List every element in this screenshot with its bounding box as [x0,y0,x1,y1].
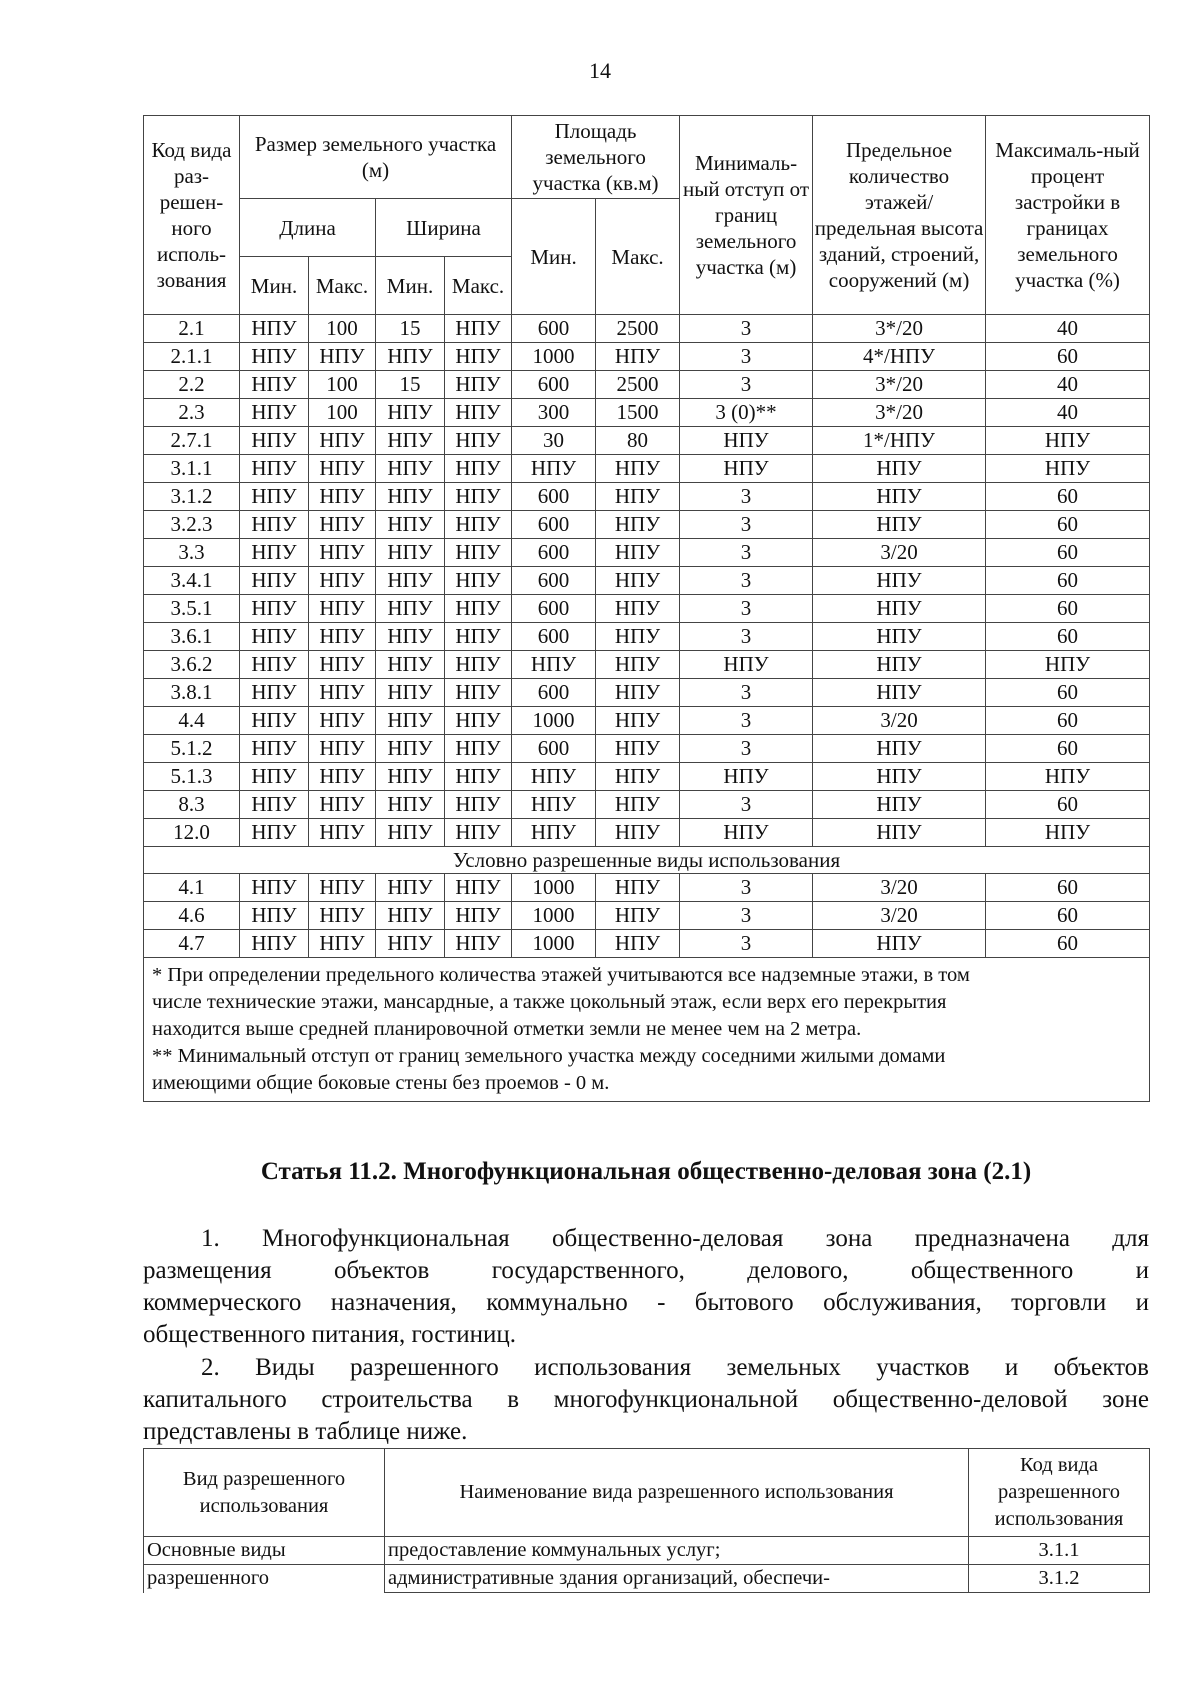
value-cell: НПУ [240,623,309,651]
value-cell: НПУ [680,819,813,847]
value-cell: НПУ [376,819,445,847]
value-cell: 60 [986,707,1150,735]
value-cell: 600 [512,315,596,343]
value-cell: НПУ [813,595,986,623]
use-code-cell: 3.4.1 [144,567,240,595]
header-min-setback: Минималь-ный отступ от границ земельного участка (м) [680,116,813,315]
use-code-cell: 4.6 [144,902,240,930]
table-row [144,455,1150,483]
value-cell: НПУ [376,399,445,427]
value-cell: 60 [986,539,1150,567]
value-cell: НПУ [376,874,445,902]
value-cell: 100 [309,371,376,399]
value-cell: 3 [680,343,813,371]
value-cell: НПУ [376,930,445,958]
value-cell: НПУ [596,483,680,511]
value-cell: НПУ [512,791,596,819]
table-row [144,539,1150,567]
value-cell: НПУ [813,455,986,483]
table-row [144,735,1150,763]
table-row [144,651,1150,679]
value-cell: НПУ [240,651,309,679]
value-cell: НПУ [376,427,445,455]
table-row [144,874,1150,902]
header-area-min: Мин. [512,199,596,315]
table-row [144,511,1150,539]
value-cell: НПУ [240,707,309,735]
value-cell: НПУ [445,343,512,371]
value-cell: НПУ [596,819,680,847]
value-cell: НПУ [309,539,376,567]
value-cell: НПУ [512,455,596,483]
value-cell: НПУ [376,651,445,679]
value-cell: НПУ [376,539,445,567]
footnote-line: ** Минимальный отступ от границ земельного участка между соседними жилыми домами [152,1045,946,1067]
use-code-cell: 3.3 [144,539,240,567]
value-cell: НПУ [445,623,512,651]
table-row [144,595,1150,623]
header-area-max: Макс. [596,199,680,315]
table-row [144,315,1150,343]
value-cell: 15 [376,371,445,399]
value-cell: 3 (0)** [680,399,813,427]
value-cell: НПУ [376,567,445,595]
header-use-type: Вид разрешенного использования [144,1449,385,1537]
value-cell: 60 [986,902,1150,930]
value-cell: НПУ [445,735,512,763]
header-length-max: Макс. [309,257,376,315]
footnote-line: находится выше средней планировочной отметки земли не менее чем на 2 метра. [152,1018,862,1040]
value-cell: НПУ [680,455,813,483]
value-cell: 600 [512,567,596,595]
value-cell: НПУ [445,651,512,679]
value-cell: НПУ [240,511,309,539]
value-cell: НПУ [309,819,376,847]
table-row [144,399,1150,427]
table-row [144,371,1150,399]
value-cell: 600 [512,483,596,511]
value-cell: НПУ [986,427,1150,455]
value-cell: НПУ [512,819,596,847]
value-cell: НПУ [596,930,680,958]
value-cell: НПУ [445,902,512,930]
value-cell: 600 [512,623,596,651]
value-cell: НПУ [445,595,512,623]
value-cell: 3 [680,874,813,902]
use-code-cell: 3.2.3 [144,511,240,539]
table-row [144,567,1150,595]
value-cell: НПУ [309,874,376,902]
value-cell: НПУ [813,819,986,847]
value-cell: 600 [512,371,596,399]
value-cell: НПУ [376,483,445,511]
value-cell: 3/20 [813,539,986,567]
value-cell: НПУ [445,679,512,707]
paragraph-line: общественного питания, гостиниц. [143,1321,516,1348]
use-code-cell: 4.4 [144,707,240,735]
value-cell: 3 [680,623,813,651]
value-cell: НПУ [596,902,680,930]
value-cell: НПУ [445,315,512,343]
value-cell: НПУ [596,707,680,735]
value-cell: НПУ [680,651,813,679]
value-cell: НПУ [445,427,512,455]
value-cell: НПУ [309,707,376,735]
use-code: 3.1.2 [969,1565,1150,1593]
value-cell: НПУ [240,567,309,595]
value-cell: НПУ [240,819,309,847]
value-cell: НПУ [596,567,680,595]
value-cell: НПУ [309,902,376,930]
header-max-floors: Предельное количество этажей/ предельная высота зданий, строений, сооружений (м) [813,116,986,315]
value-cell: НПУ [813,651,986,679]
value-cell: 1500 [596,399,680,427]
footnote-line: числе технические этажи, мансардные, а также цокольный этаж, если верх его перекрытия [152,991,947,1013]
value-cell: НПУ [309,483,376,511]
table-row [144,819,1150,847]
value-cell: НПУ [240,539,309,567]
value-cell: НПУ [596,763,680,791]
value-cell: НПУ [309,791,376,819]
value-cell: НПУ [309,595,376,623]
value-cell: НПУ [596,679,680,707]
use-code-cell: 3.8.1 [144,679,240,707]
value-cell: НПУ [596,455,680,483]
value-cell: НПУ [240,483,309,511]
value-cell: НПУ [240,763,309,791]
value-cell: 1000 [512,902,596,930]
value-cell: НПУ [309,735,376,763]
group-label-line: разрешенного [144,1565,385,1593]
value-cell: 3/20 [813,874,986,902]
value-cell: НПУ [986,455,1150,483]
value-cell: 60 [986,735,1150,763]
value-cell: 3 [680,483,813,511]
value-cell: НПУ [986,819,1150,847]
value-cell: НПУ [445,399,512,427]
value-cell: НПУ [309,930,376,958]
value-cell: НПУ [240,371,309,399]
use-code-cell: 3.1.1 [144,455,240,483]
value-cell: 600 [512,511,596,539]
value-cell: НПУ [680,427,813,455]
value-cell: 15 [376,315,445,343]
value-cell: НПУ [376,679,445,707]
value-cell: 600 [512,679,596,707]
value-cell: 40 [986,399,1150,427]
value-cell: 3 [680,511,813,539]
header-max-coverage: Максималь-ный процент застройки в границах земельного участка (%) [986,116,1150,315]
value-cell: НПУ [986,763,1150,791]
value-cell: НПУ [240,315,309,343]
value-cell: 1000 [512,343,596,371]
value-cell: НПУ [376,902,445,930]
use-code-cell: 2.1.1 [144,343,240,371]
table-row [144,791,1150,819]
value-cell: НПУ [445,483,512,511]
header-width-max: Макс. [445,257,512,315]
value-cell: НПУ [240,735,309,763]
table-row [144,902,1150,930]
value-cell: 60 [986,679,1150,707]
article-title: Статья 11.2. Многофункциональная общественно-деловая зона (2.1) [260,1158,1032,1185]
value-cell: НПУ [240,427,309,455]
value-cell: 600 [512,735,596,763]
value-cell: 60 [986,567,1150,595]
value-cell: НПУ [240,679,309,707]
value-cell: НПУ [813,511,986,539]
value-cell: НПУ [376,343,445,371]
use-code-cell: 2.2 [144,371,240,399]
table-footnotes [144,958,1150,1102]
value-cell: 3 [680,315,813,343]
zoning-parameters-table [143,115,1150,1102]
table-row [144,483,1150,511]
value-cell: НПУ [445,567,512,595]
use-name: предоставление коммунальных услуг; [385,1537,969,1565]
value-cell: 1000 [512,930,596,958]
header-length: Длина [240,199,376,257]
table-row [144,679,1150,707]
value-cell: 3 [680,679,813,707]
table-row [144,930,1150,958]
value-cell: НПУ [309,343,376,371]
use-code-cell: 3.1.2 [144,483,240,511]
value-cell: НПУ [376,791,445,819]
value-cell: НПУ [813,623,986,651]
value-cell: НПУ [240,930,309,958]
value-cell: 3*/20 [813,315,986,343]
value-cell: НПУ [445,455,512,483]
paragraph-line: представлены в таблице ниже. [143,1418,468,1445]
use-code-cell: 2.3 [144,399,240,427]
value-cell: НПУ [813,791,986,819]
paragraph-line: 2. Виды разрешенного использования земельных участков и объектов [201,1354,1149,1381]
value-cell: НПУ [596,874,680,902]
value-cell: НПУ [309,651,376,679]
value-cell: НПУ [596,623,680,651]
paragraph-1 [143,1223,1149,1351]
use-code-cell: 8.3 [144,791,240,819]
value-cell: 60 [986,511,1150,539]
value-cell: 3 [680,902,813,930]
value-cell: НПУ [445,930,512,958]
paragraph-line: размещения объектов государственного, делового, общественного и [143,1257,1149,1284]
value-cell: 1*/НПУ [813,427,986,455]
value-cell: 3 [680,539,813,567]
value-cell: 30 [512,427,596,455]
use-code-cell: 3.6.1 [144,623,240,651]
header-length-min: Мин. [240,257,309,315]
table-row [144,763,1150,791]
use-code-cell: 2.7.1 [144,427,240,455]
value-cell: НПУ [445,707,512,735]
permitted-uses-table [143,1448,1150,1593]
use-code-cell: 12.0 [144,819,240,847]
value-cell: НПУ [596,539,680,567]
paragraph-line: капитального строительства в многофункциональной общественно-деловой зоне [143,1386,1149,1413]
value-cell: 60 [986,623,1150,651]
value-cell: НПУ [376,623,445,651]
header-plot-area: Площадь земельного участка (кв.м) [512,116,680,199]
value-cell: НПУ [680,763,813,791]
value-cell: 3*/20 [813,399,986,427]
paragraph-line: коммерческого назначения, коммунально - бытового обслуживания, торговли и [143,1289,1149,1316]
value-cell: НПУ [376,763,445,791]
value-cell: НПУ [240,399,309,427]
footnote-line: * При определении предельного количества этажей учитываются все надземные этажи, в том [152,964,970,986]
value-cell: НПУ [813,567,986,595]
value-cell: 60 [986,483,1150,511]
value-cell: НПУ [596,735,680,763]
value-cell: 300 [512,399,596,427]
value-cell: НПУ [596,595,680,623]
header-width: Ширина [376,199,512,257]
value-cell: 3 [680,930,813,958]
group-label-line: Основные виды [144,1537,385,1565]
value-cell: НПУ [813,930,986,958]
value-cell: 3 [680,371,813,399]
value-cell: 3 [680,707,813,735]
value-cell: НПУ [813,735,986,763]
value-cell: НПУ [445,791,512,819]
value-cell: НПУ [309,763,376,791]
value-cell: НПУ [445,539,512,567]
footnote-line: имеющими общие боковые стены без проемов - 0 м. [152,1072,610,1094]
value-cell: НПУ [309,427,376,455]
value-cell: НПУ [596,651,680,679]
value-cell: НПУ [309,567,376,595]
table-row [144,707,1150,735]
value-cell: НПУ [240,902,309,930]
value-cell: 40 [986,371,1150,399]
value-cell: НПУ [445,763,512,791]
value-cell: НПУ [240,874,309,902]
value-cell: 100 [309,399,376,427]
value-cell: 40 [986,315,1150,343]
value-cell: НПУ [596,343,680,371]
value-cell: НПУ [309,455,376,483]
value-cell: НПУ [813,679,986,707]
value-cell: НПУ [813,483,986,511]
value-cell: НПУ [445,511,512,539]
use-code-cell: 4.1 [144,874,240,902]
value-cell: НПУ [376,707,445,735]
value-cell: 3 [680,595,813,623]
value-cell: НПУ [309,679,376,707]
header-use-code: Код вида разрешенного использования [969,1449,1150,1537]
value-cell: НПУ [445,874,512,902]
value-cell: НПУ [309,511,376,539]
value-cell: 3 [680,735,813,763]
value-cell: 60 [986,595,1150,623]
value-cell: НПУ [309,623,376,651]
value-cell: 60 [986,874,1150,902]
value-cell: 3/20 [813,707,986,735]
value-cell: 3 [680,567,813,595]
value-cell: 4*/НПУ [813,343,986,371]
value-cell: 60 [986,791,1150,819]
value-cell: 2500 [596,371,680,399]
value-cell: НПУ [445,819,512,847]
header-width-min: Мин. [376,257,445,315]
table-row [144,623,1150,651]
value-cell: 600 [512,595,596,623]
value-cell: НПУ [596,511,680,539]
value-cell: НПУ [240,343,309,371]
value-cell: 3 [680,791,813,819]
value-cell: НПУ [376,595,445,623]
conditional-uses-label: Условно разрешенные виды использования [144,847,1150,874]
header-use-name: Наименование вида разрешенного использования [385,1449,969,1537]
table-row [144,343,1150,371]
use-code-cell: 3.6.2 [144,651,240,679]
value-cell: НПУ [240,595,309,623]
table-row [144,427,1150,455]
use-name: административные здания организаций, обеспечи- [385,1565,969,1593]
value-cell: 3*/20 [813,371,986,399]
value-cell: 600 [512,539,596,567]
value-cell: 100 [309,315,376,343]
use-code-cell: 2.1 [144,315,240,343]
value-cell: НПУ [445,371,512,399]
value-cell: НПУ [813,763,986,791]
value-cell: НПУ [512,763,596,791]
value-cell: НПУ [596,791,680,819]
header-code: Код вида раз-решен-ного исполь-зования [144,116,240,315]
header-plot-size: Размер земельного участка (м) [240,116,512,199]
page-number: 14 [589,58,611,83]
use-code-cell: 4.7 [144,930,240,958]
use-code-cell: 5.1.2 [144,735,240,763]
value-cell: 2500 [596,315,680,343]
use-code-cell: 5.1.3 [144,763,240,791]
value-cell: НПУ [512,651,596,679]
value-cell: 60 [986,930,1150,958]
value-cell: НПУ [376,511,445,539]
value-cell: 1000 [512,874,596,902]
use-code: 3.1.1 [969,1537,1150,1565]
value-cell: НПУ [986,651,1150,679]
value-cell: 1000 [512,707,596,735]
paragraph-line: 1. Многофункциональная общественно-деловая зона предназначена для [201,1225,1149,1252]
value-cell: НПУ [240,455,309,483]
paragraph-2 [143,1352,1149,1448]
value-cell: 3/20 [813,902,986,930]
value-cell: НПУ [376,735,445,763]
value-cell: 60 [986,343,1150,371]
value-cell: НПУ [376,455,445,483]
value-cell: НПУ [240,791,309,819]
value-cell: 80 [596,427,680,455]
use-code-cell: 3.5.1 [144,595,240,623]
